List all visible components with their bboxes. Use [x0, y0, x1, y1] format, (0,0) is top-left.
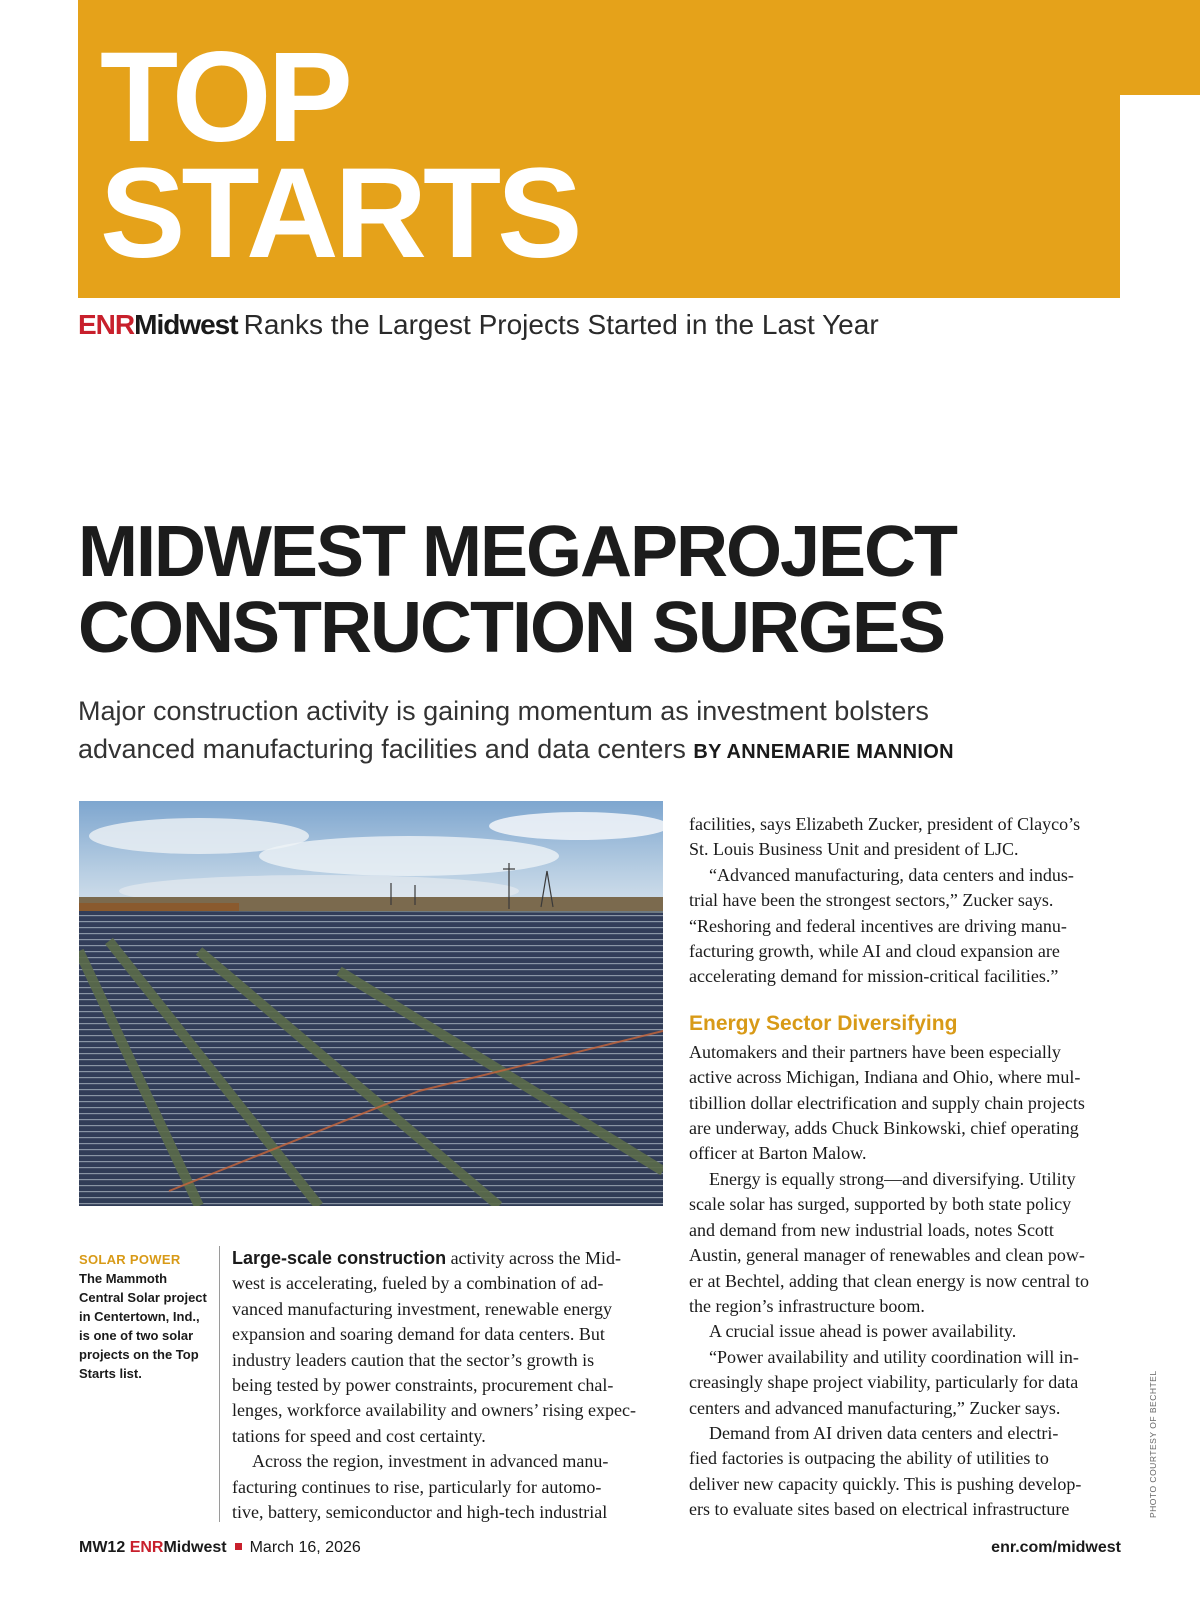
body-line: tations for speed and cost certainty.: [232, 1425, 486, 1446]
caption-kicker: SOLAR POWER: [79, 1252, 181, 1267]
body-line: Austin, general manager of renewables and clean pow-: [689, 1245, 1085, 1266]
body-line: St. Louis Business Unit and president of LJC.: [689, 839, 1019, 860]
paragraph-8: [689, 1345, 1121, 1421]
paragraph-1: [232, 1246, 664, 1449]
paragraph-6: [689, 1167, 1121, 1319]
body-line: Energy is equally strong—and diversifying. Utility: [709, 1168, 1076, 1189]
body-line: lenges, workforce availability and owners’ rising expec-: [232, 1400, 637, 1421]
body-line: A crucial issue ahead is power availability.: [709, 1321, 1017, 1342]
body-line: tibillion dollar electrification and supply chain projects: [689, 1092, 1085, 1113]
body-line: “Reshoring and federal incentives are driving manu-: [689, 915, 1067, 936]
article-column-1: [232, 1246, 664, 1525]
body-line: officer at Barton Malow.: [689, 1143, 867, 1164]
body-line: scale solar has surged, supported by both state policy: [689, 1194, 1072, 1215]
body-line: centers and advanced manufacturing,” Zucker says.: [689, 1397, 1061, 1418]
solar-farm-image: [79, 801, 663, 1206]
body-line: “Advanced manufacturing, data centers and indus-: [709, 864, 1074, 885]
banner-notch: [1120, 0, 1200, 95]
deck-line2: [78, 730, 1118, 771]
body-line: are underway, adds Chuck Binkowski, chief operating: [689, 1118, 1079, 1139]
solar-farm-photo: [79, 801, 663, 1206]
body-line: ers to evaluate sites based on electrical infrastructure: [689, 1499, 1070, 1520]
section-title: [100, 26, 579, 285]
headline-line2: CONSTRUCTION SURGES: [78, 588, 945, 668]
article-column-2: [689, 812, 1121, 1523]
footer-brand-midwest: Midwest: [163, 1539, 227, 1556]
paragraph-7: [689, 1319, 1121, 1344]
body-line: fied factories is outpacing the ability of utilities to: [689, 1448, 1049, 1469]
issue-date: March 16, 2026: [249, 1539, 361, 1556]
headline-line1: MIDWEST MEGAPROJECT: [78, 512, 957, 592]
footer-left: [79, 1536, 361, 1560]
column-divider: [219, 1246, 220, 1522]
brand-midwest: Midwest: [134, 309, 238, 340]
body-line: facturing growth, while AI and cloud expansion are: [689, 941, 1060, 962]
photo-caption: [79, 1250, 211, 1383]
body-line: trial have been the strongest sectors,” Zucker says.: [689, 890, 1054, 911]
body-line: deliver new capacity quickly. This is pushing develop-: [689, 1473, 1082, 1494]
body-line: Across the region, investment in advanced manu-: [252, 1451, 609, 1472]
body-line: industry leaders caution that the sector’s growth is: [232, 1349, 595, 1370]
footer-url[interactable]: enr.com/midwest: [991, 1539, 1121, 1556]
tagline-text: Ranks the Largest Projects Started in the Last Year: [243, 309, 879, 340]
lead-in: Large-scale construction: [232, 1248, 447, 1268]
footer-separator-icon: [235, 1543, 242, 1550]
footer-brand-enr: ENR: [129, 1539, 164, 1556]
page-folio: MW12: [79, 1539, 126, 1556]
deck-line1: Major construction activity is gaining momentum as investment bolsters: [78, 696, 929, 726]
paragraph-5: [689, 1040, 1121, 1167]
body-line: and demand from new industrial loads, notes Scott: [689, 1219, 1054, 1240]
body-line: tive, battery, semiconductor and high-tech industrial: [232, 1502, 608, 1523]
body-line: west is accelerating, fueled by a combination of ad-: [232, 1273, 604, 1294]
body-line: Automakers and their partners have been especially: [689, 1041, 1061, 1062]
subhead: Energy Sector Diversifying: [689, 1011, 958, 1035]
photo-credit: PHOTO COURTESY OF BECHTEL: [1148, 1370, 1158, 1518]
body-line: the region’s infrastructure boom.: [689, 1295, 925, 1316]
article-deck: [78, 692, 1118, 771]
body-line: active across Michigan, Indiana and Ohio, where mul-: [689, 1067, 1081, 1088]
paragraph-2: [232, 1449, 664, 1525]
section-title-line1: TOP: [100, 26, 349, 169]
body-line: accelerating demand for mission-critical facilities.”: [689, 966, 1059, 987]
body-line: being tested by power constraints, procurement chal-: [232, 1375, 614, 1396]
body-line: er at Bechtel, adding that clean energy is now central to: [689, 1270, 1090, 1291]
caption-text: The Mammoth Central Solar project in Centertown, Ind., is one of two solar projects on the Top Starts list.: [79, 1271, 207, 1381]
deck-line2-text: advanced manufacturing facilities and data centers: [78, 734, 686, 764]
body-line: creasingly shape project viability, particularly for data: [689, 1372, 1079, 1393]
page-footer: [79, 1536, 1121, 1560]
brand-enr: ENR: [78, 309, 135, 340]
body-line: vanced manufacturing investment, renewable energy: [232, 1298, 613, 1319]
paragraph-3: [689, 812, 1121, 863]
body-line: facturing continues to rise, particularly for automo-: [232, 1476, 602, 1497]
body-line: expansion and soaring demand for data centers. But: [232, 1324, 605, 1345]
section-tagline: [78, 306, 879, 344]
article-headline: [78, 514, 956, 666]
body-line: activity across the Mid-: [446, 1248, 622, 1268]
paragraph-4: [689, 863, 1121, 990]
body-line: Demand from AI driven data centers and electri-: [709, 1422, 1059, 1443]
body-line: “Power availability and utility coordination will in-: [709, 1346, 1079, 1367]
section-title-line2: STARTS: [100, 142, 579, 285]
paragraph-9: [689, 1421, 1121, 1523]
body-line: facilities, says Elizabeth Zucker, president of Clayco’s: [689, 814, 1081, 834]
byline: BY ANNEMARIE MANNION: [693, 741, 954, 763]
